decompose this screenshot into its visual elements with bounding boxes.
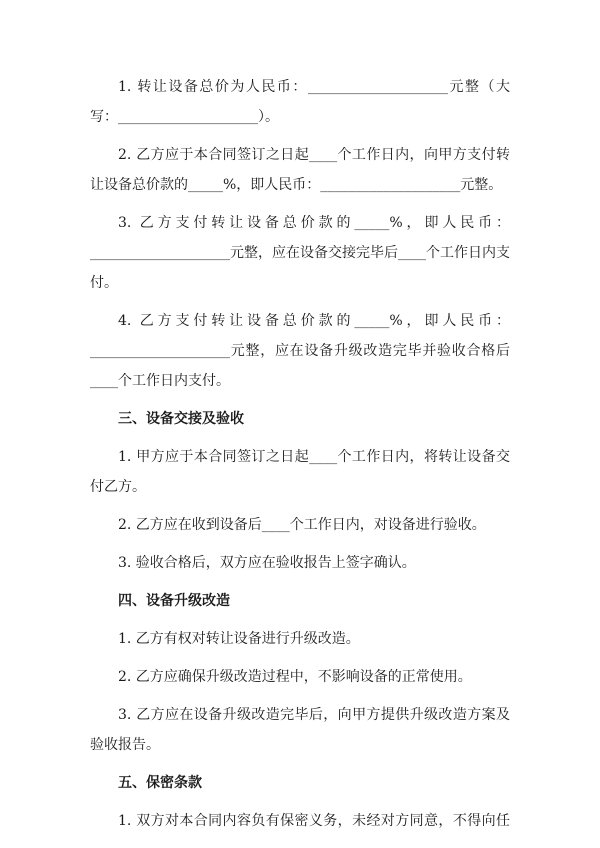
- payment-clause-4: 4. 乙方支付转让设备总价款的_____%，即人民币：____________________元整，应在设备升级改造完毕并验收合格后____个工作日内支付。: [90, 313, 510, 389]
- handover-clause-2: 2. 乙方应在收到设备后____个工作日内，对设备进行验收。: [118, 517, 486, 533]
- payment-clause-3: 3. 乙方支付转让设备总价款的_____%，即人民币：____________________元整，应在设备交接完毕后____个工作日内支付。: [90, 215, 510, 291]
- section-heading-handover: 三、设备交接及验收: [118, 411, 244, 427]
- section-heading-upgrade: 四、设备升级改造: [118, 593, 230, 609]
- section-heading-confidentiality: 五、保密条款: [118, 775, 202, 791]
- contract-body: [90, 72, 510, 844]
- payment-clause-1: 1. 转让设备总价为人民币：____________________元整（大写：____________________）。: [90, 79, 510, 125]
- payment-clause-2: 2. 乙方应于本合同签订之日起____个工作日内，向甲方支付转让设备总价款的_____%，即人民币：____________________元整。: [90, 147, 510, 193]
- upgrade-clause-3: 3. 乙方应在设备升级改造完毕后，向甲方提供升级改造方案及验收报告。: [90, 707, 510, 753]
- handover-clause-1: 1. 甲方应于本合同签订之日起____个工作日内，将转让设备交付乙方。: [90, 449, 510, 495]
- confidentiality-clause-1: 1. 双方对本合同内容负有保密义务，未经对方同意，不得向任: [118, 813, 510, 829]
- upgrade-clause-1: 1. 乙方有权对转让设备进行升级改造。: [118, 631, 360, 647]
- handover-clause-3: 3. 验收合格后，双方应在验收报告上签字确认。: [118, 555, 416, 571]
- upgrade-clause-2: 2. 乙方应确保升级改造过程中，不影响设备的正常使用。: [118, 669, 472, 685]
